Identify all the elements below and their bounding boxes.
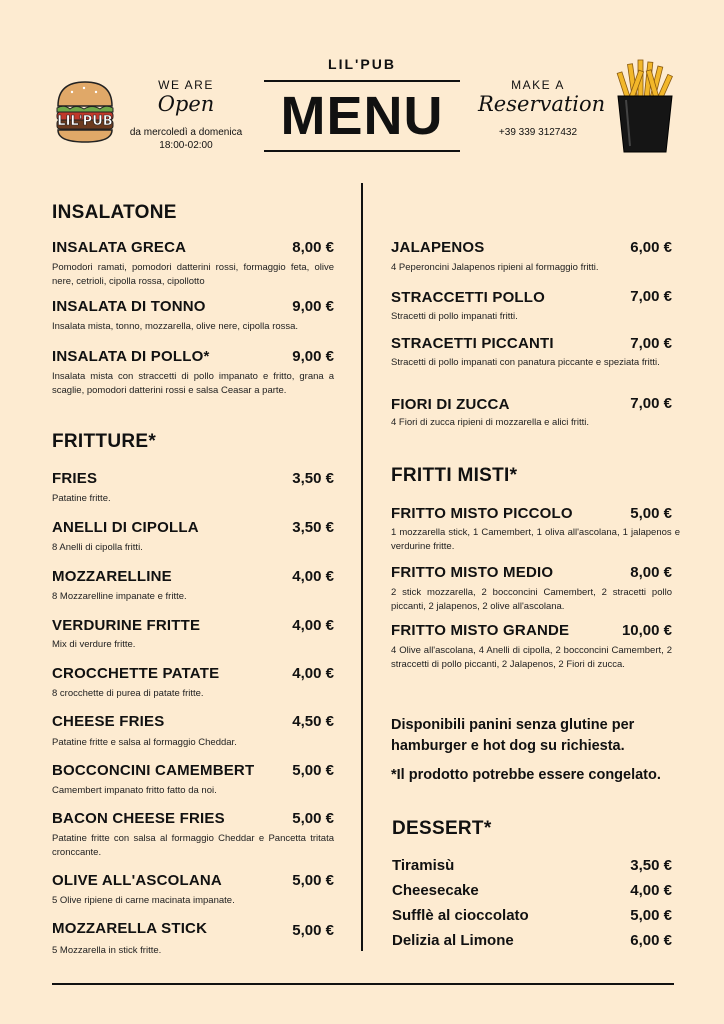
menu-item-price: 10,00 € <box>621 622 672 639</box>
menu-item-name: INSALATA DI TONNO <box>52 298 206 315</box>
menu-item-price: 9,00 € <box>292 348 334 365</box>
menu-item-desc: Camembert impanato fritto fatto da noi. <box>52 785 217 796</box>
menu-item-price: 7,00 € <box>630 288 672 305</box>
footer-rule <box>52 983 674 985</box>
section-title-fritti-misti: FRITTI MISTI* <box>391 465 518 486</box>
menu-item-desc: Stracetti di pollo impanati fritti. <box>391 311 518 322</box>
fries-icon <box>612 58 678 154</box>
menu-item-desc: Insalata mista con straccetti di pollo impanato e fritto, grana a scaglie, pomodori datterini rossi e salsa Ceasar a parte. <box>52 371 334 396</box>
opening-days: da mercoledì a domenica <box>129 127 243 138</box>
menu-item-name: FRIES <box>52 470 98 487</box>
menu-item-name: OLIVE ALL'ASCOLANA <box>52 872 222 889</box>
menu-item-desc: Stracetti di pollo impanati con panatura piccante e speziata fritti. <box>391 357 660 368</box>
section-title-fritture: FRITTURE* <box>52 431 157 452</box>
menu-item-desc: 5 Olive ripiene di carne macinata impanate. <box>52 895 235 906</box>
menu-item-name: CROCCHETTE PATATE <box>52 665 220 682</box>
dessert-item-name: Cheesecake <box>392 882 479 899</box>
menu-item-price: 4,00 € <box>292 665 334 682</box>
menu-item-name: VERDURINE FRITTE <box>52 617 201 634</box>
phone-number[interactable]: +39 339 3127432 <box>498 127 578 138</box>
brand-name: LIL'PUB <box>328 56 396 72</box>
menu-item-name: STRACCETTI POLLO <box>391 289 546 306</box>
menu-item-price: 9,00 € <box>292 298 334 315</box>
menu-item-price: 4,50 € <box>292 713 334 730</box>
menu-item-name: MOZZARELLA STICK <box>52 920 208 937</box>
reservation-script: Reservation <box>478 92 606 116</box>
dessert-item-name: Tiramisù <box>392 857 455 874</box>
menu-item-name: INSALATA GRECA <box>52 239 187 256</box>
gluten-free-notice: Disponibili panini senza glutine per hamburger e hot dog su richiesta. <box>391 717 635 754</box>
dessert-item-price: 5,00 € <box>630 907 672 924</box>
column-divider <box>361 183 363 951</box>
menu-item-desc: 8 Mozzarelline impanate e fritte. <box>52 591 187 602</box>
menu-item-desc: Patatine fritte e salsa al formaggio Cheddar. <box>52 737 237 748</box>
menu-item-price: 7,00 € <box>630 395 672 412</box>
menu-item-price: 3,50 € <box>292 519 334 536</box>
menu-item-desc: 2 stick mozzarella, 2 bocconcini Camembert, 2 stracetti pollo piccanti, 2 jalapenos, 2 olive all'ascolana. <box>391 587 672 612</box>
menu-item-name: INSALATA DI POLLO* <box>52 348 210 365</box>
title-rule-bottom <box>264 150 460 152</box>
menu-item-desc: Mix di verdure fritte. <box>52 639 136 650</box>
frozen-notice: *Il prodotto potrebbe essere congelato. <box>391 767 661 783</box>
menu-item-name: MOZZARELLINE <box>52 568 172 585</box>
menu-item-desc: 8 Anelli di cipolla fritti. <box>52 542 143 553</box>
menu-item-price: 4,00 € <box>292 568 334 585</box>
menu-item-name: BACON CHEESE FRIES <box>52 810 225 827</box>
menu-item-price: 5,00 € <box>292 810 334 827</box>
menu-item-desc: 8 crocchette di purea di patate fritte. <box>52 688 204 699</box>
menu-item-price: 8,00 € <box>292 239 334 256</box>
page-title: MENU <box>280 86 444 146</box>
menu-item-price: 8,00 € <box>630 564 672 581</box>
opening-hours: 18:00-02:00 <box>159 140 213 151</box>
we-are-text: WE ARE <box>158 78 214 92</box>
dessert-item-price: 3,50 € <box>630 857 672 874</box>
menu-item-desc: Patatine fritte con salsa al formaggio Cheddar e Pancetta tritata cronccante. <box>52 833 334 858</box>
burger-logo-icon <box>54 78 116 144</box>
menu-item-name: CHEESE FRIES <box>52 713 165 730</box>
make-a-text: MAKE A <box>511 78 565 92</box>
menu-item-desc: 4 Peperoncini Jalapenos ripieni al formaggio fritti. <box>391 262 599 273</box>
dessert-item-name: Sufflè al cioccolato <box>392 907 529 924</box>
title-rule-top <box>264 80 460 82</box>
dessert-item-price: 4,00 € <box>630 882 672 899</box>
section-title-dessert: DESSERT* <box>392 818 492 839</box>
menu-item-desc: 5 Mozzarella in stick fritte. <box>52 945 162 956</box>
open-script: Open <box>157 92 215 116</box>
menu-item-price: 6,00 € <box>630 239 672 256</box>
menu-item-desc: 4 Fiori di zucca ripieni di mozzarella e alici fritti. <box>391 417 589 428</box>
logo-text: LIL'PUB <box>57 114 113 129</box>
menu-item-price: 5,00 € <box>630 505 672 522</box>
menu-item-name: FRITTO MISTO GRANDE <box>391 622 570 639</box>
section-title-insalatone: INSALATONE <box>52 202 177 223</box>
menu-item-name: BOCCONCINI CAMEMBERT <box>52 762 255 779</box>
menu-item-price: 4,00 € <box>292 617 334 634</box>
menu-item-desc: 4 Olive all'ascolana, 4 Anelli di cipolla, 2 bocconcini Camembert, 2 straccetti di pollo piccanti, 2 Jalapenos, 2 Fiori di zucca. <box>391 645 672 670</box>
dessert-item-price: 6,00 € <box>630 932 672 949</box>
menu-item-desc: Pomodori ramati, pomodori datterini rossi, formaggio feta, olive nere, cetrioli, cipolla rossa, cipollotto <box>52 262 334 287</box>
menu-item-name: FRITTO MISTO PICCOLO <box>391 505 573 522</box>
menu-item-name: FIORI DI ZUCCA <box>391 396 510 413</box>
dessert-item-name: Delizia al Limone <box>392 932 514 949</box>
menu-item-desc: Insalata mista, tonno, mozzarella, olive nere, cipolla rossa. <box>52 321 299 332</box>
menu-item-name: FRITTO MISTO MEDIO <box>391 564 554 581</box>
menu-item-price: 3,50 € <box>292 470 334 487</box>
menu-item-price: 5,00 € <box>292 872 334 889</box>
menu-item-desc: Patatine fritte. <box>52 493 111 504</box>
menu-item-price: 5,00 € <box>292 922 334 939</box>
menu-item-name: JALAPENOS <box>391 239 485 256</box>
menu-item-name: STRACETTI PICCANTI <box>391 335 554 352</box>
menu-item-desc: 1 mozzarella stick, 1 Camembert, 1 oliva all'ascolana, 1 jalapenos e verdurine fritte. <box>391 527 680 552</box>
menu-item-price: 7,00 € <box>630 335 672 352</box>
menu-item-price: 5,00 € <box>292 762 334 779</box>
menu-item-name: ANELLI DI CIPOLLA <box>52 519 199 536</box>
